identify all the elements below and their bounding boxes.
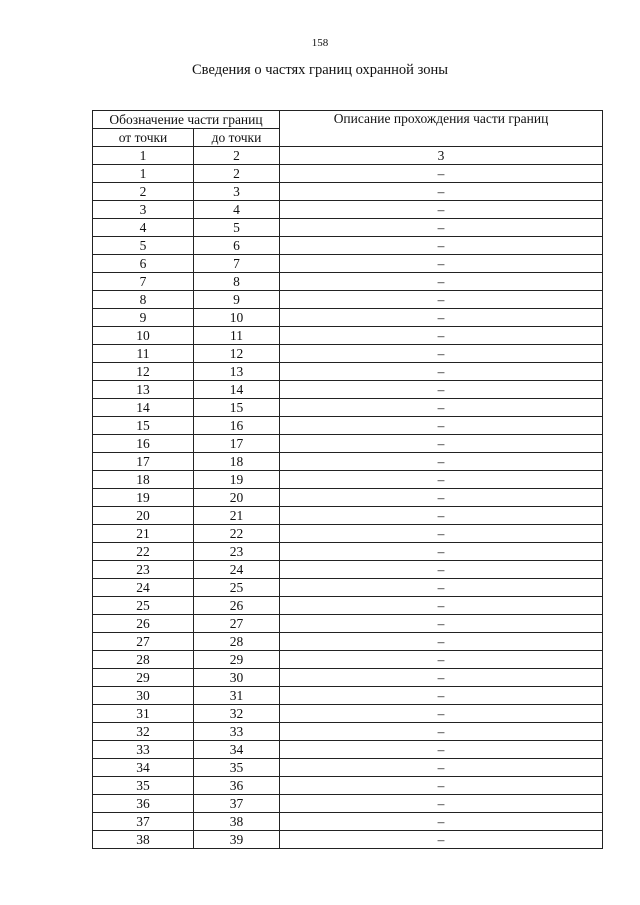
cell-description: – <box>280 525 603 543</box>
table-row <box>93 507 603 525</box>
cell-from-point: 30 <box>93 687 194 705</box>
cell-from-point: 11 <box>93 345 194 363</box>
cell-description: – <box>280 435 603 453</box>
cell-description: – <box>280 201 603 219</box>
table-row <box>93 651 603 669</box>
table-row <box>93 687 603 705</box>
cell-description: – <box>280 723 603 741</box>
cell-description: – <box>280 165 603 183</box>
column-number: 2 <box>194 147 280 165</box>
cell-to-point: 3 <box>194 183 280 201</box>
cell-description: – <box>280 273 603 291</box>
table-row <box>93 723 603 741</box>
cell-description: – <box>280 237 603 255</box>
cell-to-point: 8 <box>194 273 280 291</box>
cell-from-point: 32 <box>93 723 194 741</box>
cell-description: – <box>280 543 603 561</box>
table-row <box>93 273 603 291</box>
cell-to-point: 31 <box>194 687 280 705</box>
table-row <box>93 705 603 723</box>
table-row <box>93 777 603 795</box>
cell-from-point: 38 <box>93 831 194 849</box>
cell-from-point: 13 <box>93 381 194 399</box>
cell-description: – <box>280 597 603 615</box>
cell-description: – <box>280 381 603 399</box>
cell-to-point: 35 <box>194 759 280 777</box>
cell-description: – <box>280 417 603 435</box>
cell-from-point: 12 <box>93 363 194 381</box>
table-row <box>93 435 603 453</box>
cell-description: – <box>280 363 603 381</box>
cell-description: – <box>280 327 603 345</box>
cell-description: – <box>280 345 603 363</box>
table-row <box>93 741 603 759</box>
header-boundary-designation: Обозначение части границ <box>93 111 280 129</box>
column-number: 1 <box>93 147 194 165</box>
cell-to-point: 22 <box>194 525 280 543</box>
cell-from-point: 23 <box>93 561 194 579</box>
table-row <box>93 201 603 219</box>
cell-description: – <box>280 399 603 417</box>
cell-description: – <box>280 705 603 723</box>
cell-from-point: 20 <box>93 507 194 525</box>
cell-from-point: 15 <box>93 417 194 435</box>
cell-to-point: 32 <box>194 705 280 723</box>
table-row <box>93 237 603 255</box>
cell-description: – <box>280 309 603 327</box>
cell-description: – <box>280 633 603 651</box>
cell-description: – <box>280 183 603 201</box>
table-row <box>93 165 603 183</box>
cell-to-point: 16 <box>194 417 280 435</box>
cell-from-point: 6 <box>93 255 194 273</box>
cell-from-point: 10 <box>93 327 194 345</box>
cell-from-point: 5 <box>93 237 194 255</box>
cell-to-point: 23 <box>194 543 280 561</box>
table-row <box>93 813 603 831</box>
cell-description: – <box>280 741 603 759</box>
cell-from-point: 18 <box>93 471 194 489</box>
cell-to-point: 24 <box>194 561 280 579</box>
table-row <box>93 543 603 561</box>
header-description: Описание прохождения части границ <box>280 111 603 147</box>
table-row <box>93 381 603 399</box>
document-title: Сведения о частях границ охранной зоны <box>192 62 448 78</box>
cell-description: – <box>280 507 603 525</box>
cell-description: – <box>280 489 603 507</box>
cell-to-point: 13 <box>194 363 280 381</box>
cell-to-point: 25 <box>194 579 280 597</box>
cell-from-point: 35 <box>93 777 194 795</box>
cell-to-point: 14 <box>194 381 280 399</box>
cell-to-point: 15 <box>194 399 280 417</box>
cell-from-point: 34 <box>93 759 194 777</box>
cell-from-point: 28 <box>93 651 194 669</box>
cell-description: – <box>280 471 603 489</box>
cell-from-point: 7 <box>93 273 194 291</box>
boundary-parts-table <box>92 110 603 849</box>
table-header-row <box>93 111 603 129</box>
table-row <box>93 291 603 309</box>
cell-from-point: 29 <box>93 669 194 687</box>
cell-to-point: 28 <box>194 633 280 651</box>
cell-description: – <box>280 687 603 705</box>
cell-to-point: 20 <box>194 489 280 507</box>
table-row <box>93 669 603 687</box>
header-from-point: от точки <box>93 129 194 147</box>
cell-to-point: 38 <box>194 813 280 831</box>
cell-from-point: 9 <box>93 309 194 327</box>
table-row <box>93 363 603 381</box>
cell-description: – <box>280 615 603 633</box>
cell-from-point: 2 <box>93 183 194 201</box>
cell-from-point: 3 <box>93 201 194 219</box>
header-to-point: до точки <box>194 129 280 147</box>
cell-description: – <box>280 669 603 687</box>
cell-to-point: 26 <box>194 597 280 615</box>
table-row <box>93 219 603 237</box>
cell-from-point: 22 <box>93 543 194 561</box>
cell-to-point: 21 <box>194 507 280 525</box>
cell-description: – <box>280 561 603 579</box>
cell-description: – <box>280 651 603 669</box>
cell-to-point: 2 <box>194 165 280 183</box>
table-row <box>93 417 603 435</box>
page-number: 158 <box>311 37 329 49</box>
cell-from-point: 21 <box>93 525 194 543</box>
column-number: 3 <box>280 147 603 165</box>
cell-to-point: 12 <box>194 345 280 363</box>
table-row <box>93 183 603 201</box>
cell-description: – <box>280 291 603 309</box>
cell-from-point: 27 <box>93 633 194 651</box>
cell-to-point: 34 <box>194 741 280 759</box>
table-row <box>93 489 603 507</box>
cell-description: – <box>280 219 603 237</box>
cell-description: – <box>280 831 603 849</box>
cell-from-point: 1 <box>93 165 194 183</box>
table-row <box>93 525 603 543</box>
table-row <box>93 453 603 471</box>
cell-to-point: 27 <box>194 615 280 633</box>
cell-from-point: 26 <box>93 615 194 633</box>
cell-to-point: 19 <box>194 471 280 489</box>
cell-from-point: 31 <box>93 705 194 723</box>
cell-to-point: 5 <box>194 219 280 237</box>
table-body <box>93 147 603 849</box>
cell-to-point: 39 <box>194 831 280 849</box>
table-row <box>93 615 603 633</box>
cell-from-point: 17 <box>93 453 194 471</box>
table-row <box>93 309 603 327</box>
cell-from-point: 16 <box>93 435 194 453</box>
cell-to-point: 37 <box>194 795 280 813</box>
cell-from-point: 33 <box>93 741 194 759</box>
cell-from-point: 19 <box>93 489 194 507</box>
cell-from-point: 25 <box>93 597 194 615</box>
table-row <box>93 399 603 417</box>
cell-to-point: 4 <box>194 201 280 219</box>
cell-from-point: 36 <box>93 795 194 813</box>
cell-description: – <box>280 759 603 777</box>
cell-to-point: 10 <box>194 309 280 327</box>
table-row <box>93 327 603 345</box>
cell-to-point: 29 <box>194 651 280 669</box>
cell-to-point: 9 <box>194 291 280 309</box>
cell-to-point: 17 <box>194 435 280 453</box>
table-row <box>93 345 603 363</box>
cell-description: – <box>280 579 603 597</box>
table-row <box>93 255 603 273</box>
table-row <box>93 597 603 615</box>
column-numbering-row <box>93 147 603 165</box>
cell-from-point: 37 <box>93 813 194 831</box>
cell-to-point: 7 <box>194 255 280 273</box>
cell-from-point: 8 <box>93 291 194 309</box>
cell-to-point: 36 <box>194 777 280 795</box>
table-row <box>93 471 603 489</box>
cell-from-point: 24 <box>93 579 194 597</box>
cell-to-point: 11 <box>194 327 280 345</box>
cell-from-point: 4 <box>93 219 194 237</box>
cell-description: – <box>280 453 603 471</box>
table-row <box>93 831 603 849</box>
table-row <box>93 795 603 813</box>
cell-description: – <box>280 813 603 831</box>
table-row <box>93 561 603 579</box>
table-row <box>93 759 603 777</box>
cell-to-point: 6 <box>194 237 280 255</box>
table-row <box>93 633 603 651</box>
cell-description: – <box>280 255 603 273</box>
cell-description: – <box>280 777 603 795</box>
table-row <box>93 579 603 597</box>
cell-description: – <box>280 795 603 813</box>
cell-from-point: 14 <box>93 399 194 417</box>
cell-to-point: 18 <box>194 453 280 471</box>
cell-to-point: 30 <box>194 669 280 687</box>
cell-to-point: 33 <box>194 723 280 741</box>
